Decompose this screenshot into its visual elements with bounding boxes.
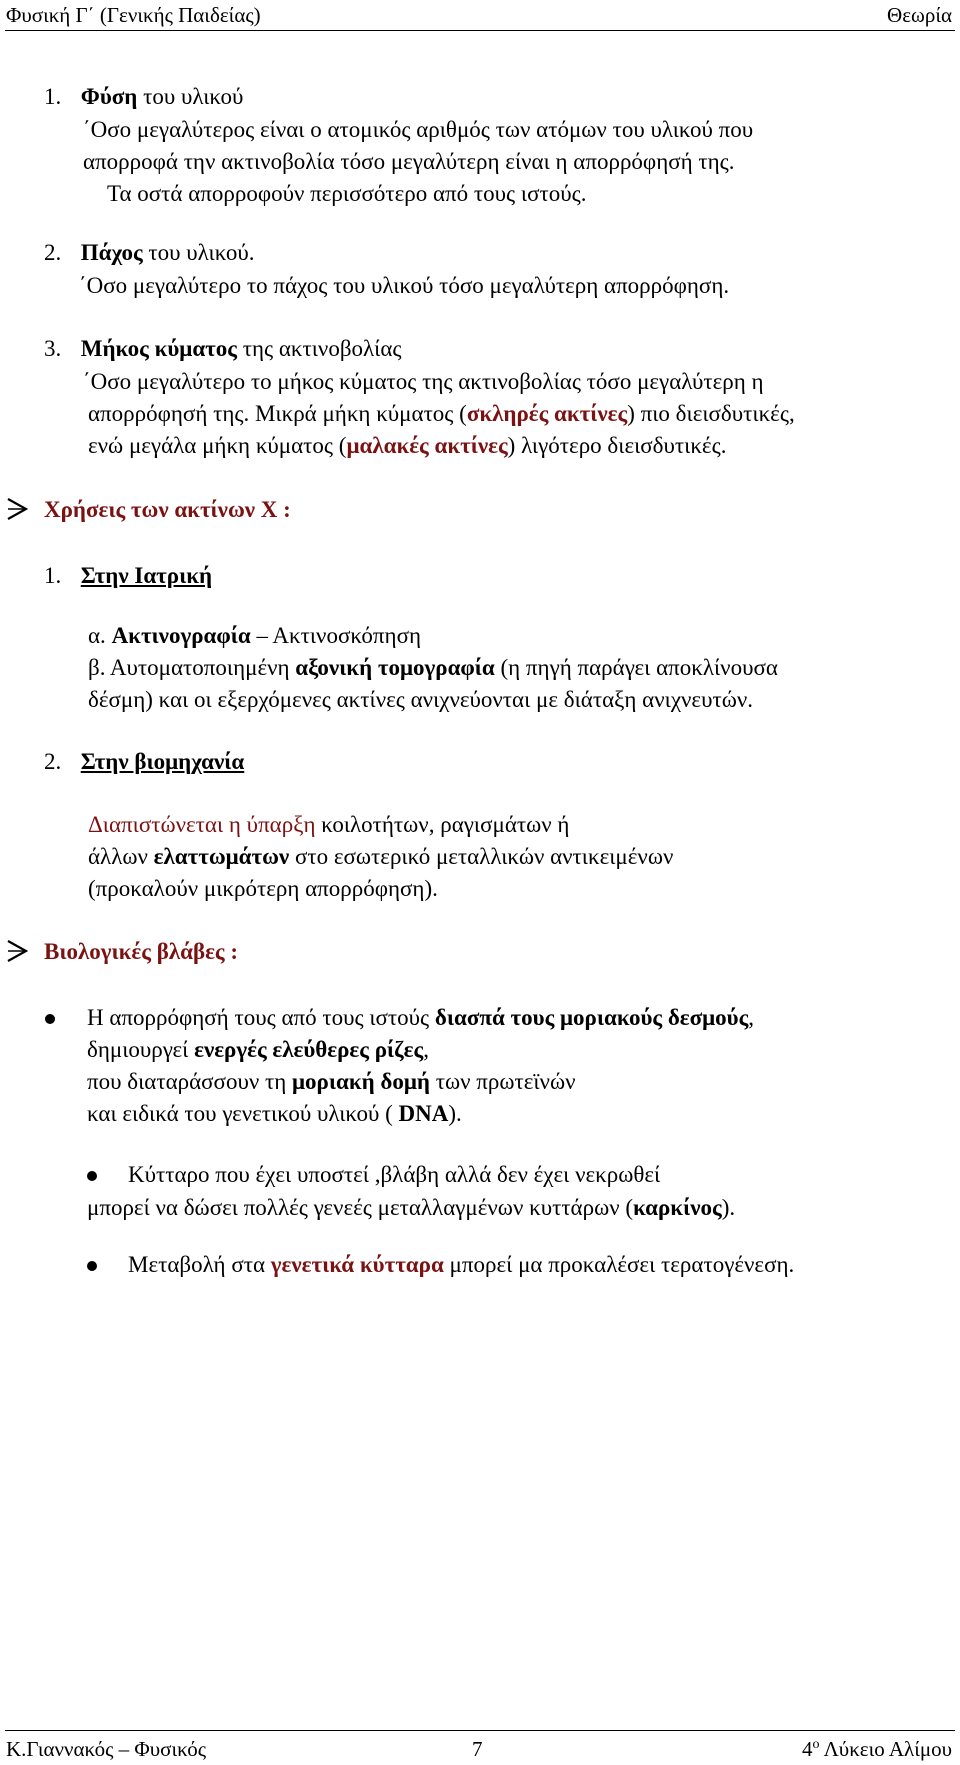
factor-1-line-2: ΄Οσο μεγαλύτερος είναι ο ατομικός αριθμός των ατόμων του υλικού που: [83, 117, 754, 142]
term: Ακτινογραφία: [111, 623, 251, 648]
bullet-icon: [87, 1171, 97, 1181]
text: του υλικού.: [142, 240, 255, 265]
bullet-icon: [45, 1014, 55, 1024]
arrow-bullet-icon: [6, 497, 28, 521]
term: καρκίνος: [633, 1195, 722, 1220]
text: α.: [88, 623, 112, 648]
text: στο εσωτερικό μεταλλικών αντικειμένων: [289, 844, 674, 869]
factor-3-line-2: ΄Οσο μεγαλύτερο το μήκος κύματος της ακτινοβολίας τόσο μεγαλύτερη η: [83, 369, 764, 394]
section-heading: Βιολογικές βλάβες :: [44, 939, 239, 964]
factor-3-title: [44, 335, 402, 363]
footer-right: [802, 1736, 952, 1762]
medicine-b-line-2: δέσμη) και οι εξερχόμενες ακτίνες ανιχνεύονται με διάταξη ανιχνευτών.: [88, 687, 754, 712]
list-number: 1.: [44, 563, 62, 588]
industry-line-3: (προκαλούν μικρότερη απορρόφηση).: [88, 876, 438, 901]
text: β. Αυτοματοποιημένη: [88, 655, 296, 680]
text: Μεταβολή στα: [128, 1252, 271, 1277]
factor-1-line-3: απορροφά την ακτινοβολία τόσο μεγαλύτερη είναι η απορρόφησή της.: [83, 149, 735, 174]
list-number: 2.: [44, 749, 62, 774]
subheading: Στην βιομηχανία: [80, 749, 245, 774]
factor-3-line-3: [88, 400, 795, 428]
ordinal: ο: [812, 1737, 820, 1752]
damage-b1-line-1: [87, 1004, 754, 1032]
text: που διαταράσσουν τη: [87, 1069, 293, 1094]
highlight: Διαπιστώνεται η ύπαρξη: [88, 812, 316, 837]
term: αξονική τομογραφία: [295, 655, 495, 680]
text: άλλων: [88, 844, 154, 869]
term: ενεργές ελεύθερες ρίζες: [194, 1037, 424, 1062]
term: ελαττωμάτων: [153, 844, 290, 869]
arrow-bullet-icon: [6, 939, 28, 963]
factor-1-title: [44, 83, 243, 111]
damage-b3-line-1: [128, 1251, 794, 1279]
term: Φύση: [80, 84, 138, 109]
text: και ειδικά του γενετικού υλικού (: [87, 1101, 399, 1126]
text: μπορεί να δώσει πολλές γενεές μεταλλαγμένων κυττάρων (: [87, 1195, 634, 1220]
damage-b2-line-1: Κύτταρο που έχει υποστεί ,βλάβη αλλά δεν έχει νεκρωθεί: [128, 1162, 661, 1187]
text: Η απορρόφησή τους από τους ιστούς: [87, 1005, 435, 1030]
damage-b1-line-3: [87, 1068, 576, 1096]
text: Λύκειο Αλίμου: [819, 1737, 952, 1761]
text: των πρωτεϊνών: [429, 1069, 576, 1094]
medicine-b: [88, 654, 778, 682]
term: διασπά τους μοριακούς δεσμούς: [434, 1005, 749, 1030]
factor-1-line-4: Τα οστά απορροφούν περισσότερο από τους ιστούς.: [107, 181, 587, 206]
page-number: 7: [472, 1737, 483, 1761]
subheading: Στην Ιατρική: [80, 563, 213, 588]
term: μοριακή δομή: [292, 1069, 430, 1094]
industry-line-2: [88, 843, 673, 871]
industry-line-1: [88, 811, 569, 839]
text: ,: [423, 1037, 429, 1062]
text: ) λιγότερο διεισδυτικές.: [507, 433, 727, 458]
hard-rays-term: σκληρές ακτίνες: [466, 401, 628, 426]
factor-3-line-4: [88, 432, 726, 460]
term: Μήκος κύματος: [80, 336, 237, 361]
text: ενώ μεγάλα μήκη κύματος (: [88, 433, 347, 458]
factor-2-line-2: ΄Οσο μεγαλύτερο το πάχος του υλικού τόσο μεγαλύτερη απορρόφηση.: [79, 273, 730, 298]
section-heading: Χρήσεις των ακτίνων Χ :: [44, 497, 291, 522]
bullet-icon: [87, 1261, 97, 1271]
text: ,: [748, 1005, 755, 1030]
damage-b1-line-2: [87, 1036, 429, 1064]
text: του υλικού: [137, 84, 244, 109]
text: – Ακτινοσκόπηση: [250, 623, 421, 648]
uses-heading: [44, 496, 291, 524]
text: δημιουργεί: [87, 1037, 195, 1062]
medicine-title: [44, 562, 212, 590]
footer-rule: [5, 1730, 955, 1731]
text: ) πιο διεισδυτικές,: [627, 401, 795, 426]
damage-heading: [44, 938, 238, 966]
damage-b1-line-4: [87, 1100, 462, 1128]
text: απορρόφησή της. Μικρά μήκη κύματος (: [88, 401, 467, 426]
term: γενετικά κύτταρα: [270, 1252, 444, 1277]
text: κοιλοτήτων, ραγισμάτων ή: [315, 812, 570, 837]
list-number: 1.: [44, 84, 62, 109]
header-rule: [5, 30, 955, 31]
footer-left: Κ.Γιαννακός – Φυσικός: [6, 1737, 207, 1761]
soft-rays-term: μαλακές ακτίνες: [346, 433, 508, 458]
text: ).: [721, 1195, 736, 1220]
list-number: 2.: [44, 240, 62, 265]
factor-2-title: [44, 239, 254, 267]
industry-title: [44, 748, 244, 776]
list-number: 3.: [44, 336, 62, 361]
text: μπορεί μα προκαλέσει τερατογένεση.: [443, 1252, 795, 1277]
text: (η πηγή παράγει αποκλίνουσα: [494, 655, 778, 680]
text: ).: [448, 1101, 462, 1126]
term: Πάχος: [80, 240, 143, 265]
term: DNA: [398, 1101, 449, 1126]
medicine-a: [88, 622, 421, 650]
text: 4: [801, 1737, 813, 1761]
header-right: Θεωρία: [887, 3, 952, 27]
damage-b2-line-2: [87, 1194, 735, 1222]
header-left: Φυσική Γ΄ (Γενικής Παιδείας): [6, 3, 261, 27]
text: της ακτινοβολίας: [236, 336, 402, 361]
